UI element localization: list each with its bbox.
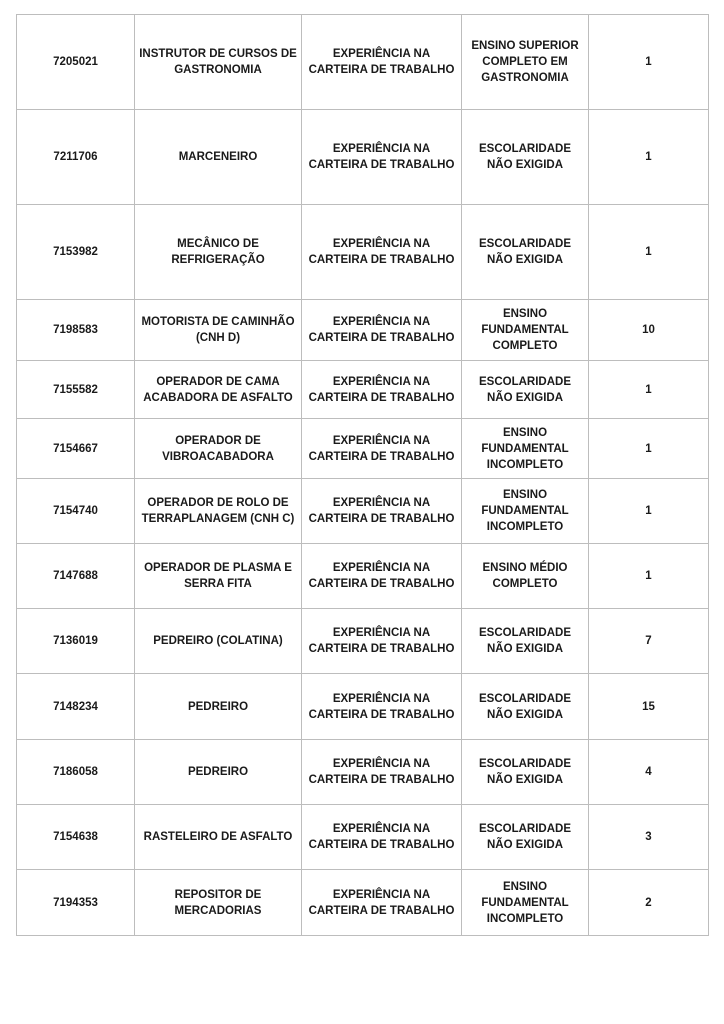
job-experience: EXPERIÊNCIA NA CARTEIRA DE TRABALHO xyxy=(302,479,462,544)
job-vacancies: 1 xyxy=(589,479,709,544)
job-experience: EXPERIÊNCIA NA CARTEIRA DE TRABALHO xyxy=(302,419,462,479)
job-role: MOTORISTA DE CAMINHÃO (CNH D) xyxy=(135,300,302,361)
job-vacancies: 10 xyxy=(589,300,709,361)
job-role: OPERADOR DE VIBROACABADORA xyxy=(135,419,302,479)
job-vacancies: 1 xyxy=(589,361,709,419)
job-role: PEDREIRO xyxy=(135,674,302,740)
job-experience: EXPERIÊNCIA NA CARTEIRA DE TRABALHO xyxy=(302,15,462,110)
job-role: OPERADOR DE PLASMA E SERRA FITA xyxy=(135,544,302,609)
table-row xyxy=(17,870,709,936)
table-row xyxy=(17,361,709,419)
job-vacancies: 1 xyxy=(589,205,709,300)
job-code: 7211706 xyxy=(17,110,135,205)
job-education: ENSINO FUNDAMENTAL INCOMPLETO xyxy=(462,419,589,479)
job-experience: EXPERIÊNCIA NA CARTEIRA DE TRABALHO xyxy=(302,740,462,805)
job-education: ENSINO FUNDAMENTAL COMPLETO xyxy=(462,300,589,361)
table-row xyxy=(17,805,709,870)
job-code: 7154667 xyxy=(17,419,135,479)
job-role: INSTRUTOR DE CURSOS DE GASTRONOMIA xyxy=(135,15,302,110)
job-experience: EXPERIÊNCIA NA CARTEIRA DE TRABALHO xyxy=(302,609,462,674)
table-row xyxy=(17,110,709,205)
job-experience: EXPERIÊNCIA NA CARTEIRA DE TRABALHO xyxy=(302,205,462,300)
table-row xyxy=(17,205,709,300)
job-code: 7198583 xyxy=(17,300,135,361)
job-experience: EXPERIÊNCIA NA CARTEIRA DE TRABALHO xyxy=(302,361,462,419)
job-vacancies: 3 xyxy=(589,805,709,870)
job-vacancies: 4 xyxy=(589,740,709,805)
job-role: RASTELEIRO DE ASFALTO xyxy=(135,805,302,870)
job-education: ESCOLARIDADE NÃO EXIGIDA xyxy=(462,110,589,205)
table-row xyxy=(17,479,709,544)
table-row xyxy=(17,544,709,609)
table-row xyxy=(17,300,709,361)
job-education: ESCOLARIDADE NÃO EXIGIDA xyxy=(462,740,589,805)
table-row xyxy=(17,15,709,110)
job-role: OPERADOR DE ROLO DE TERRAPLANAGEM (CNH C) xyxy=(135,479,302,544)
job-experience: EXPERIÊNCIA NA CARTEIRA DE TRABALHO xyxy=(302,544,462,609)
job-code: 7136019 xyxy=(17,609,135,674)
job-education: ENSINO FUNDAMENTAL INCOMPLETO xyxy=(462,870,589,936)
job-code: 7153982 xyxy=(17,205,135,300)
job-education: ESCOLARIDADE NÃO EXIGIDA xyxy=(462,361,589,419)
job-role: PEDREIRO xyxy=(135,740,302,805)
job-code: 7186058 xyxy=(17,740,135,805)
job-vacancies-table xyxy=(16,14,709,936)
job-education: ENSINO FUNDAMENTAL INCOMPLETO xyxy=(462,479,589,544)
job-vacancies: 1 xyxy=(589,110,709,205)
job-code: 7155582 xyxy=(17,361,135,419)
table-row xyxy=(17,740,709,805)
job-vacancies: 2 xyxy=(589,870,709,936)
job-education: ENSINO MÉDIO COMPLETO xyxy=(462,544,589,609)
job-experience: EXPERIÊNCIA NA CARTEIRA DE TRABALHO xyxy=(302,805,462,870)
job-experience: EXPERIÊNCIA NA CARTEIRA DE TRABALHO xyxy=(302,110,462,205)
job-code: 7205021 xyxy=(17,15,135,110)
job-vacancies: 7 xyxy=(589,609,709,674)
table-row xyxy=(17,419,709,479)
table-row xyxy=(17,674,709,740)
job-vacancies: 1 xyxy=(589,544,709,609)
job-vacancies: 1 xyxy=(589,419,709,479)
job-education: ENSINO SUPERIOR COMPLETO EM GASTRONOMIA xyxy=(462,15,589,110)
job-vacancies: 15 xyxy=(589,674,709,740)
job-experience: EXPERIÊNCIA NA CARTEIRA DE TRABALHO xyxy=(302,870,462,936)
job-code: 7147688 xyxy=(17,544,135,609)
job-vacancies: 1 xyxy=(589,15,709,110)
job-experience: EXPERIÊNCIA NA CARTEIRA DE TRABALHO xyxy=(302,300,462,361)
job-code: 7194353 xyxy=(17,870,135,936)
job-role: PEDREIRO (COLATINA) xyxy=(135,609,302,674)
job-code: 7148234 xyxy=(17,674,135,740)
job-role: MARCENEIRO xyxy=(135,110,302,205)
job-education: ESCOLARIDADE NÃO EXIGIDA xyxy=(462,805,589,870)
job-education: ESCOLARIDADE NÃO EXIGIDA xyxy=(462,609,589,674)
job-code: 7154638 xyxy=(17,805,135,870)
job-education: ESCOLARIDADE NÃO EXIGIDA xyxy=(462,674,589,740)
job-role: MECÂNICO DE REFRIGERAÇÃO xyxy=(135,205,302,300)
job-education: ESCOLARIDADE NÃO EXIGIDA xyxy=(462,205,589,300)
job-role: REPOSITOR DE MERCADORIAS xyxy=(135,870,302,936)
job-code: 7154740 xyxy=(17,479,135,544)
job-experience: EXPERIÊNCIA NA CARTEIRA DE TRABALHO xyxy=(302,674,462,740)
table-row xyxy=(17,609,709,674)
job-role: OPERADOR DE CAMA ACABADORA DE ASFALTO xyxy=(135,361,302,419)
